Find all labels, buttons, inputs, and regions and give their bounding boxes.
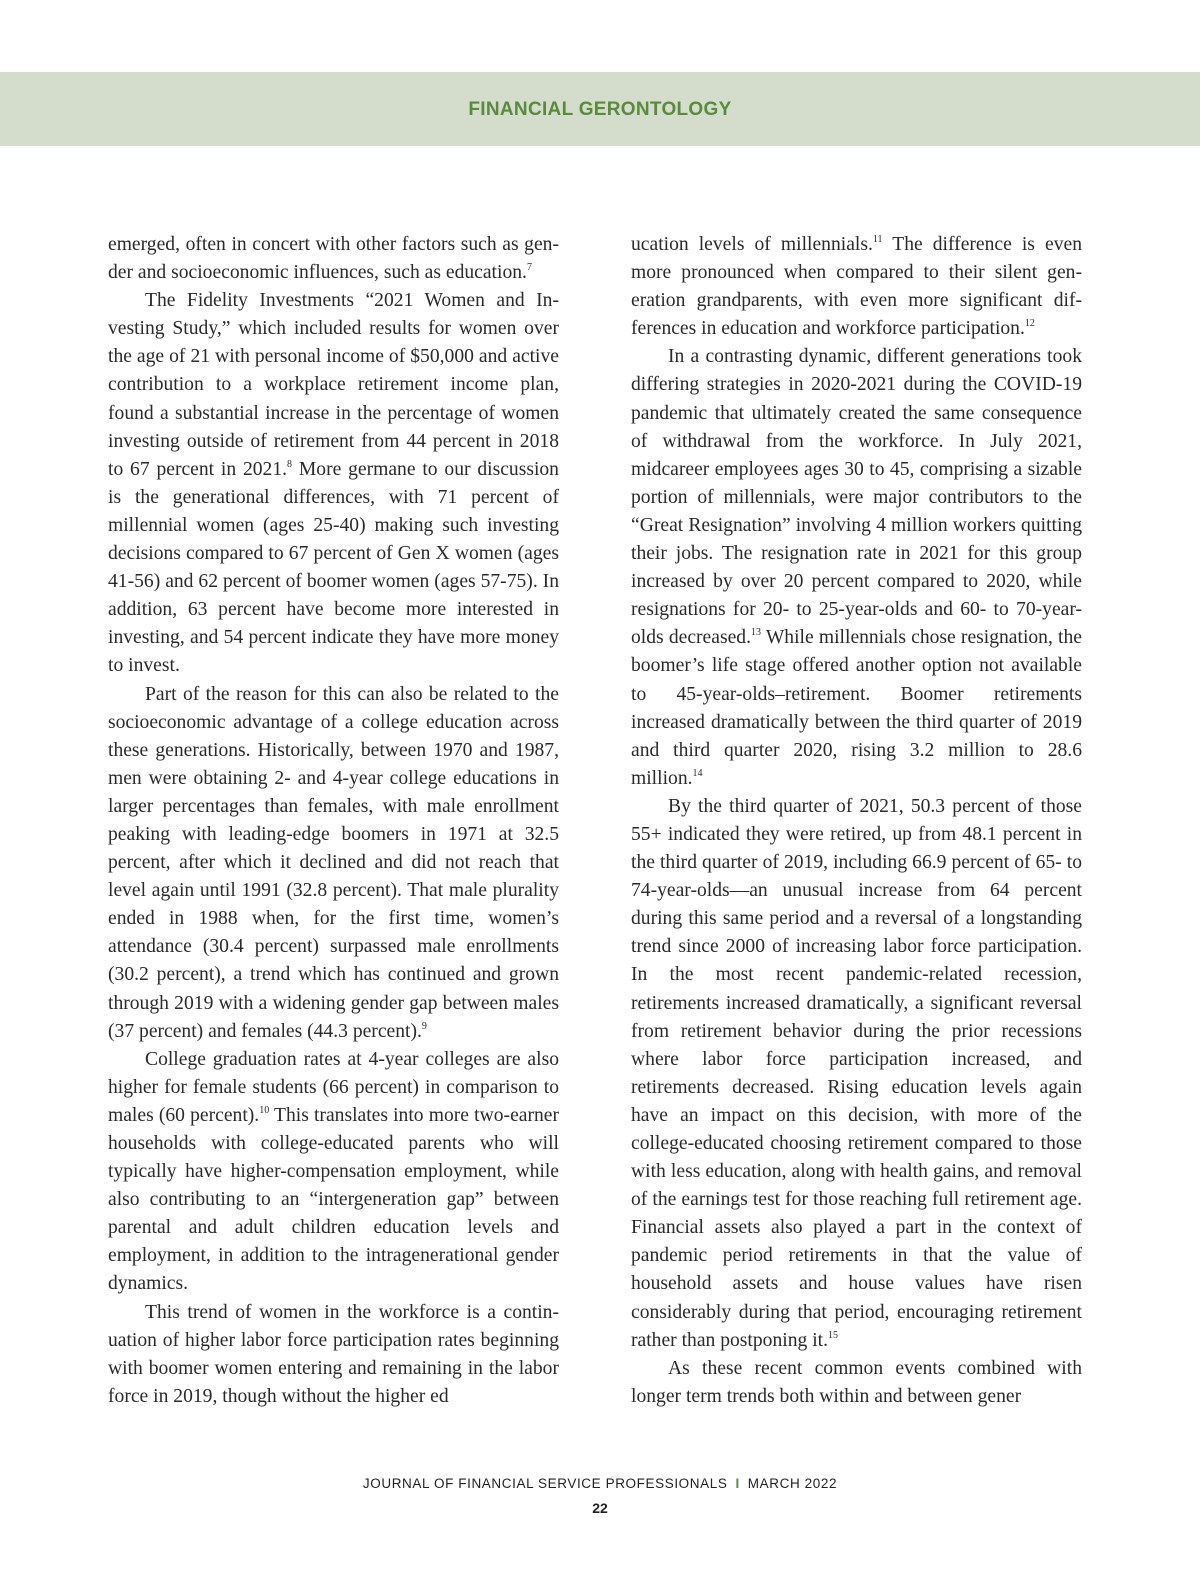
paragraph-text: By the third quarter of 2021, 50.3 percent of those 55+ indicated they were retired, up from 48.1 percent in the third quarter of 2019, including 66.9 percent of 65- to 74-year-olds—an unusual increase from 64 percent during this same period and a reversal of a longstanding trend since 2000 of increasing labor force participation. In the most recent pandemic-related recession, retirements increased dramatically, a significant reversal from retirement behavior during the prior recessions where labor force participation increased, and retirements decreased. Rising education levels again have an impact on this decision, with more of the college-educated choosing retirement compared to those with less education, along with health gains, and removal of the earnings test for those reaching full retirement age. Financial assets also played a part in the context of pandemic period retirements in that the value of household assets and house values have risen considerably during that period, encouraging retirement rather than postponing it. [631,795,1082,1351]
paragraph-text: This trend of women in the workforce is a continuation of higher labor force participation rates beginning with boomer women entering and remaining in the labor force in 2019, though without the higher ed [108,1301,559,1407]
footnote-ref: 9 [421,1020,427,1032]
paragraph [108,1046,559,1299]
paragraph-text: As these recent common events combined with longer term trends both within and between gener [631,1357,1082,1407]
footer-separator: I [735,1476,740,1491]
running-header [0,72,1200,146]
right-column [631,231,1082,1411]
paragraph [631,343,1082,793]
paragraph-text: ucation levels of millennials. [631,234,873,255]
paragraph-text: This translates into more two-earner households with college-educated parents who will typically have higher-compensation employment, while also contributing to an “intergeneration gap” between parental and adult children education levels and employment, in addition to the intragenerational gender dynamics. [108,1104,560,1295]
paragraph [631,1355,1082,1411]
left-column [108,231,559,1411]
section-title: FINANCIAL GERONTOLOGY [468,99,732,120]
footnote-ref: 14 [692,767,703,779]
footnote-ref: 12 [1024,318,1035,330]
page-number: 22 [592,1500,608,1516]
paragraph [631,793,1082,1355]
issue-date: MARCH 2022 [747,1476,838,1491]
paragraph-text: The Fidelity Investments “2021 Women and Investing Study,” which included results for women over the age of 21 with personal income of $50,000 and active contribution to a workplace retirement income plan, found a substantial increase in the percentage of women investing outside of retirement from 44 percent in 2018 to 67 percent in 2021. [108,290,559,480]
paragraph-text: In a contrasting dynamic, different generations took differing strategies in 2020-2021 during the COVID-19 pandemic that ultimately created the same consequence of withdrawal from the workforce. In July 2021, midcareer employees ages 30 to 45, comprising a sizable portion of millennials, were major contributors to the “Great Resignation” involving 4 million workers quitting their jobs. The resignation rate in 2021 for this group increased by over 20 percent compared to 2020, while resignations for 20- to 25-year-olds and 60- to 70-year-olds decreased. [631,346,1082,649]
paragraph-text: Part of the reason for this can also be related to the socioeconomic advantage of a college education across these generations. Historically, between 1970 and 1987, men were obtaining 2- and 4-year college educations in larger percentages than females, with male enrollment peaking with leading-edge boomers in 1971 at 32.5 percent, after which it declined and did not reach that level again until 1991 (32.8 percent). That male plurality ended in 1988 when, for the first time, women’s attendance (30.4 percent) surpassed male enrollments (30.2 percent), a trend which has continued and grown through 2019 with a widening gender gap between males (37 percent) and females (44.3 percent). [108,683,559,1042]
footnote-ref: 10 [259,1104,270,1116]
paragraph-text: While millennials chose resignation, the boomer’s life stage offered another option not available to 45-year-olds–retirement. Boomer retirements increased dramatically between the third quarter of 2019 and third quarter 2020, rising 3.2 million to 28.6 million. [631,627,1082,789]
footnote-ref: 13 [750,627,761,639]
paragraph [108,1299,559,1411]
paragraph [108,287,559,680]
footnote-ref: 11 [872,234,883,245]
journal-name: JOURNAL OF FINANCIAL SERVICE PROFESSIONALS [362,1476,728,1491]
footnote-ref: 15 [828,1329,838,1341]
paragraph-text: The difference is even more pronounced when compared to their silent generation grandparents, with even more significant differences in education and workforce participation. [631,234,1082,340]
paragraph-text: emerged, often in concert with other factors such as gender and socioeconomic influences, such as education. [108,234,559,284]
footnote-ref: 8 [287,458,293,470]
paragraph [108,231,559,287]
footnote-ref: 7 [526,262,532,274]
paragraph-text: College graduation rates at 4-year colleges are also higher for female students (66 percent) in comparison to males (60 percent). [108,1048,559,1126]
paragraph [108,681,559,1046]
paragraph-text: More germane to our discussion is the generational differences, with 71 percent of millennial women (ages 25-40) making such investing decisions compared to 67 percent of Gen X women (ages 41-56) and 62 percent of boomer women (ages 57-75). In addition, 63 percent have become more interested in investing, and 54 percent indicate they have more money to invest. [108,458,559,677]
running-footer [0,1476,1200,1491]
paragraph [631,231,1082,343]
